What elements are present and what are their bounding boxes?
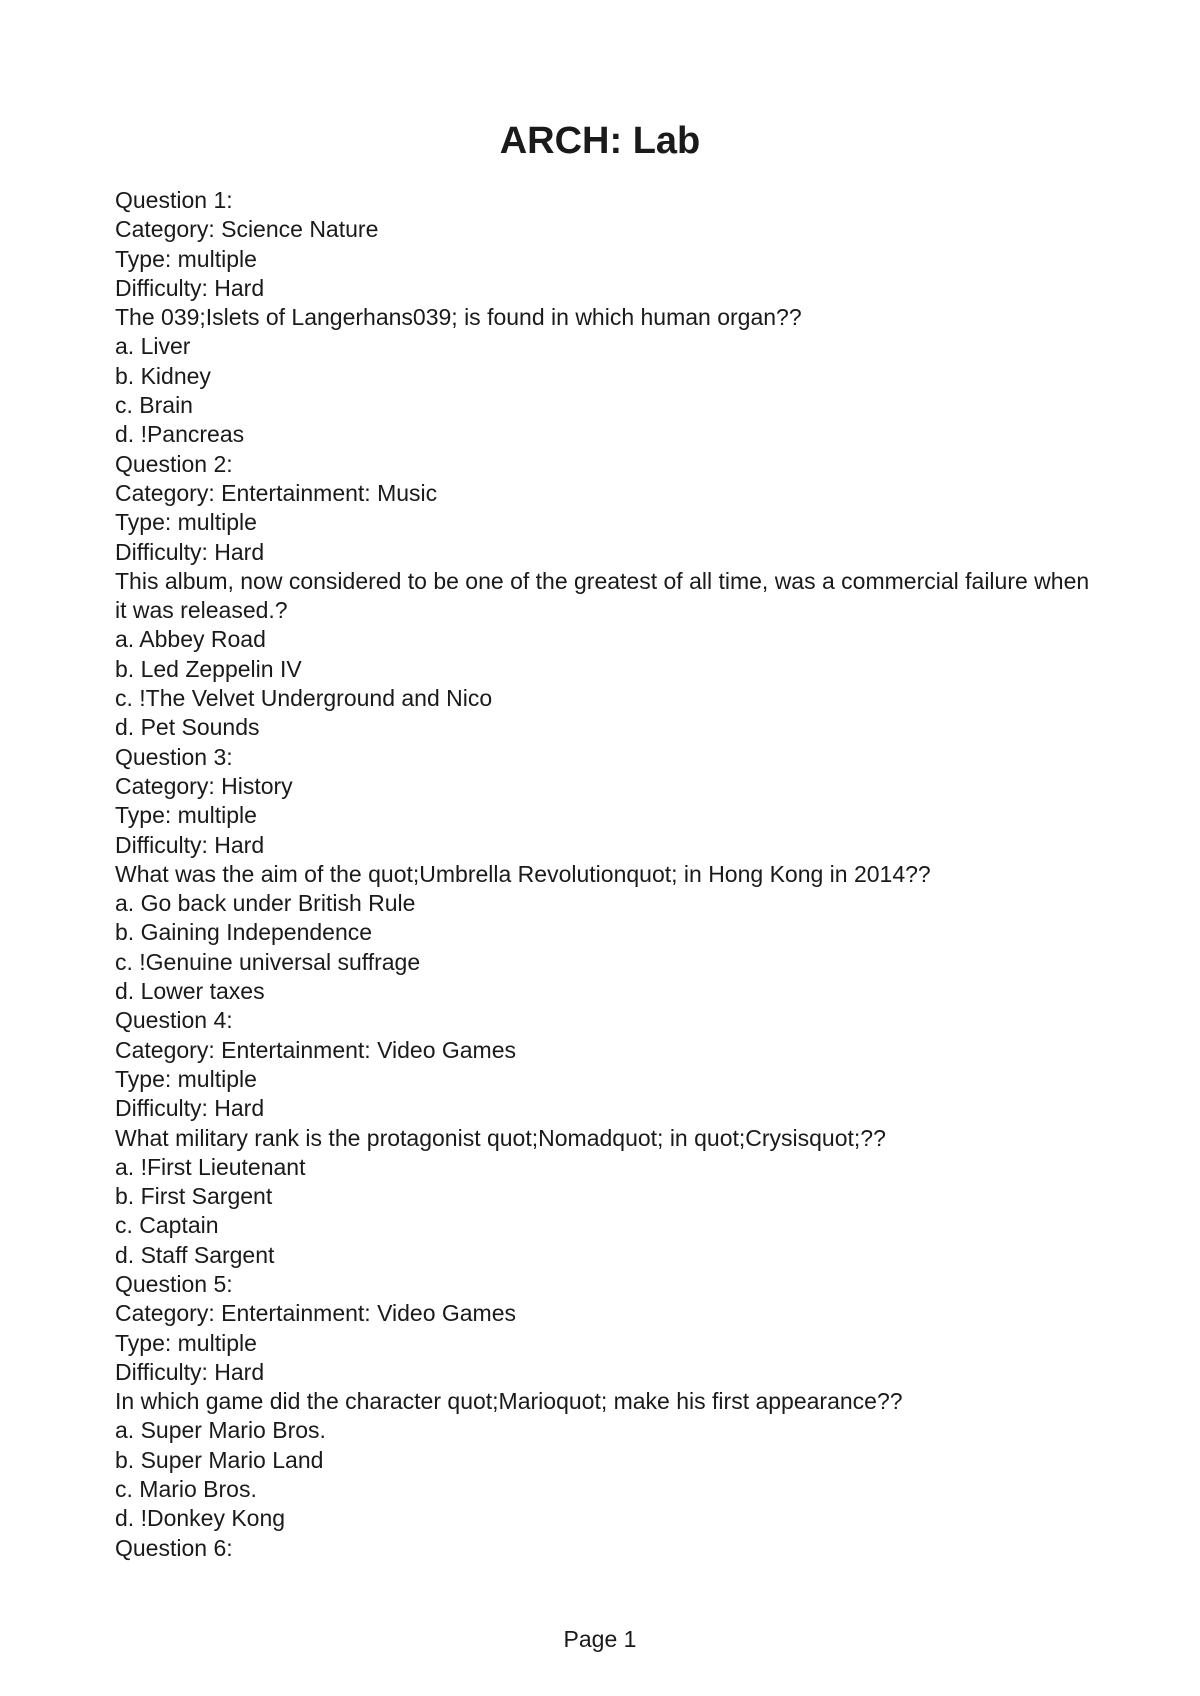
question-category: Category: History — [115, 772, 293, 799]
question-difficulty: Difficulty: Hard — [115, 274, 265, 301]
answer-option: b. Super Mario Land — [115, 1446, 324, 1473]
answer-option: c. Mario Bros. — [115, 1476, 257, 1503]
question-difficulty: Difficulty: Hard — [115, 1358, 265, 1385]
question-heading: Question 2: — [115, 450, 233, 477]
question-difficulty: Difficulty: Hard — [115, 1095, 265, 1122]
page-number: Page 1 — [563, 1626, 637, 1652]
question-block — [115, 186, 1095, 450]
question-text: What military rank is the protagonist quot;Nomadquot; in quot;Crysisquot;?? — [115, 1124, 886, 1151]
question-type: Type: multiple — [115, 1065, 257, 1092]
answer-option: b. First Sargent — [115, 1183, 273, 1210]
question-heading: Question 6: — [115, 1534, 233, 1561]
question-heading: Question 3: — [115, 743, 233, 770]
answer-option: c. !Genuine universal suffrage — [115, 948, 421, 975]
question-type: Type: multiple — [115, 1329, 257, 1356]
question-list — [115, 186, 1095, 1563]
question-type: Type: multiple — [115, 802, 257, 829]
answer-option: d. Pet Sounds — [115, 714, 260, 741]
answer-option: d. !Pancreas — [115, 421, 245, 448]
answer-option: d. Lower taxes — [115, 978, 265, 1005]
question-category: Category: Entertainment: Music — [115, 479, 438, 506]
answer-option: b. Kidney — [115, 362, 211, 389]
question-category: Category: Science Nature — [115, 216, 379, 243]
question-block — [115, 743, 1095, 1007]
question-text: This album, now considered to be one of the greatest of all time, was a commercial failure when it was released.? — [115, 567, 1090, 624]
answer-option: c. Captain — [115, 1212, 219, 1239]
answer-option: a. Super Mario Bros. — [115, 1417, 326, 1444]
question-heading: Question 4: — [115, 1007, 233, 1034]
question-block — [115, 1006, 1095, 1270]
answer-option: b. Gaining Independence — [115, 919, 373, 946]
question-type: Type: multiple — [115, 245, 257, 272]
question-category: Category: Entertainment: Video Games — [115, 1036, 517, 1063]
question-difficulty: Difficulty: Hard — [115, 538, 265, 565]
answer-option: d. !Donkey Kong — [115, 1505, 286, 1532]
question-block — [115, 450, 1095, 743]
question-text: In which game did the character quot;Marioquot; make his first appearance?? — [115, 1388, 903, 1415]
question-text: The 039;Islets of Langerhans039; is found in which human organ?? — [115, 304, 802, 331]
answer-option: d. Staff Sargent — [115, 1241, 275, 1268]
answer-option: a. Liver — [115, 333, 191, 360]
answer-option: b. Led Zeppelin IV — [115, 655, 302, 682]
page-title: ARCH: Lab — [499, 120, 701, 162]
answer-option: a. !First Lieutenant — [115, 1153, 306, 1180]
answer-option: a. Go back under British Rule — [115, 890, 416, 917]
answer-option: a. Abbey Road — [115, 626, 266, 653]
question-category: Category: Entertainment: Video Games — [115, 1300, 517, 1327]
question-block — [115, 1270, 1095, 1534]
answer-option: c. Brain — [115, 392, 193, 419]
question-heading: Question 5: — [115, 1270, 233, 1297]
answer-option: c. !The Velvet Underground and Nico — [115, 685, 493, 712]
question-text: What was the aim of the quot;Umbrella Revolutionquot; in Hong Kong in 2014?? — [115, 860, 931, 887]
question-heading: Question 1: — [115, 187, 233, 213]
question-type: Type: multiple — [115, 509, 257, 536]
question-difficulty: Difficulty: Hard — [115, 831, 265, 858]
